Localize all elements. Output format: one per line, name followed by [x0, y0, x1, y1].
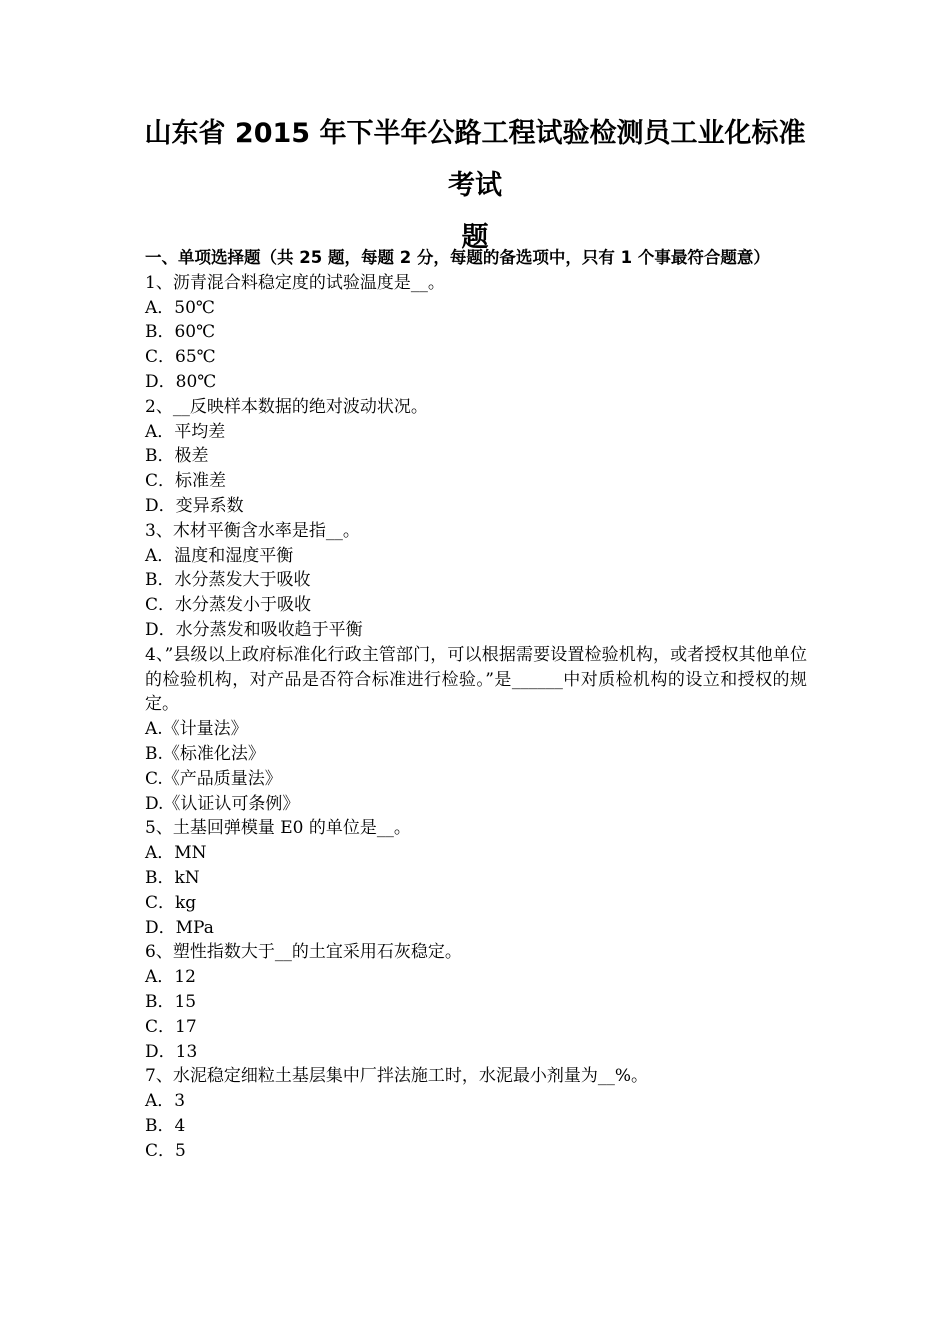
question-3 [145, 519, 807, 643]
option: B．极差 [145, 446, 209, 467]
option: D．MPa [145, 917, 214, 938]
question-5 [145, 816, 807, 940]
option: B．60℃ [145, 322, 216, 343]
question-6 [145, 940, 807, 1064]
document-title [140, 108, 810, 264]
option: C．5 [145, 1140, 186, 1161]
option: A．温度和湿度平衡 [145, 545, 294, 566]
question-stem: 1、沥青混合料稳定度的试验温度是__。 [145, 272, 445, 293]
question-4 [145, 643, 807, 817]
option: D．变异系数 [145, 495, 244, 516]
section-heading: 一、单项选择题（共 25 题，每题 2 分，每题的备选项中，只有 1 个事最符合题意） [145, 248, 770, 267]
option: B．15 [145, 991, 197, 1012]
question-stem: 5、土基回弹模量 E0 的单位是__。 [145, 818, 411, 839]
question-stem: 6、塑性指数大于__的土宜采用石灰稳定。 [145, 942, 462, 963]
question-2 [145, 395, 807, 519]
question-stem: 2、__反映样本数据的绝对波动状况。 [145, 396, 428, 417]
option: A．3 [145, 1091, 186, 1112]
option: A．12 [145, 967, 196, 988]
option: A．平均差 [145, 421, 226, 442]
option: B．kN [145, 867, 200, 888]
option: B．4 [145, 1115, 186, 1136]
question-stem: 4、”县级以上政府标准化行政主管部门，可以根据需要设置检验机构，或者授权其他单位的检验机构，对产品是否符合标准进行检验。”是______中对质检机构的设立和授权的规定。 [145, 644, 807, 715]
option: A.《计量法》 [145, 719, 248, 740]
option: D．水分蒸发和吸收趋于平衡 [145, 619, 363, 640]
option: D.《认证认可条例》 [145, 793, 300, 814]
option: C．kg [145, 892, 197, 913]
title-line-1: 山东省 2015 年下半年公路工程试验检测员工业化标准考试 [144, 118, 806, 201]
option: C．65℃ [145, 347, 216, 368]
option: A．MN [145, 843, 207, 864]
option: D．13 [145, 1041, 198, 1062]
option: C．17 [145, 1016, 197, 1037]
question-stem: 3、木材平衡含水率是指__。 [145, 520, 360, 541]
option: C．标准差 [145, 471, 227, 492]
option: B．水分蒸发大于吸收 [145, 570, 311, 591]
option: D．80℃ [145, 371, 217, 392]
option: A．50℃ [145, 297, 215, 318]
option: B.《标准化法》 [145, 743, 265, 764]
question-stem: 7、水泥稳定细粒土基层集中厂拌法施工时，水泥最小剂量为__%。 [145, 1066, 648, 1087]
question-7 [145, 1064, 807, 1163]
option: C.《产品质量法》 [145, 768, 282, 789]
option: C．水分蒸发小于吸收 [145, 595, 312, 616]
question-1 [145, 271, 807, 395]
document-body [145, 246, 807, 1163]
title-line-2: 题 [461, 222, 489, 253]
